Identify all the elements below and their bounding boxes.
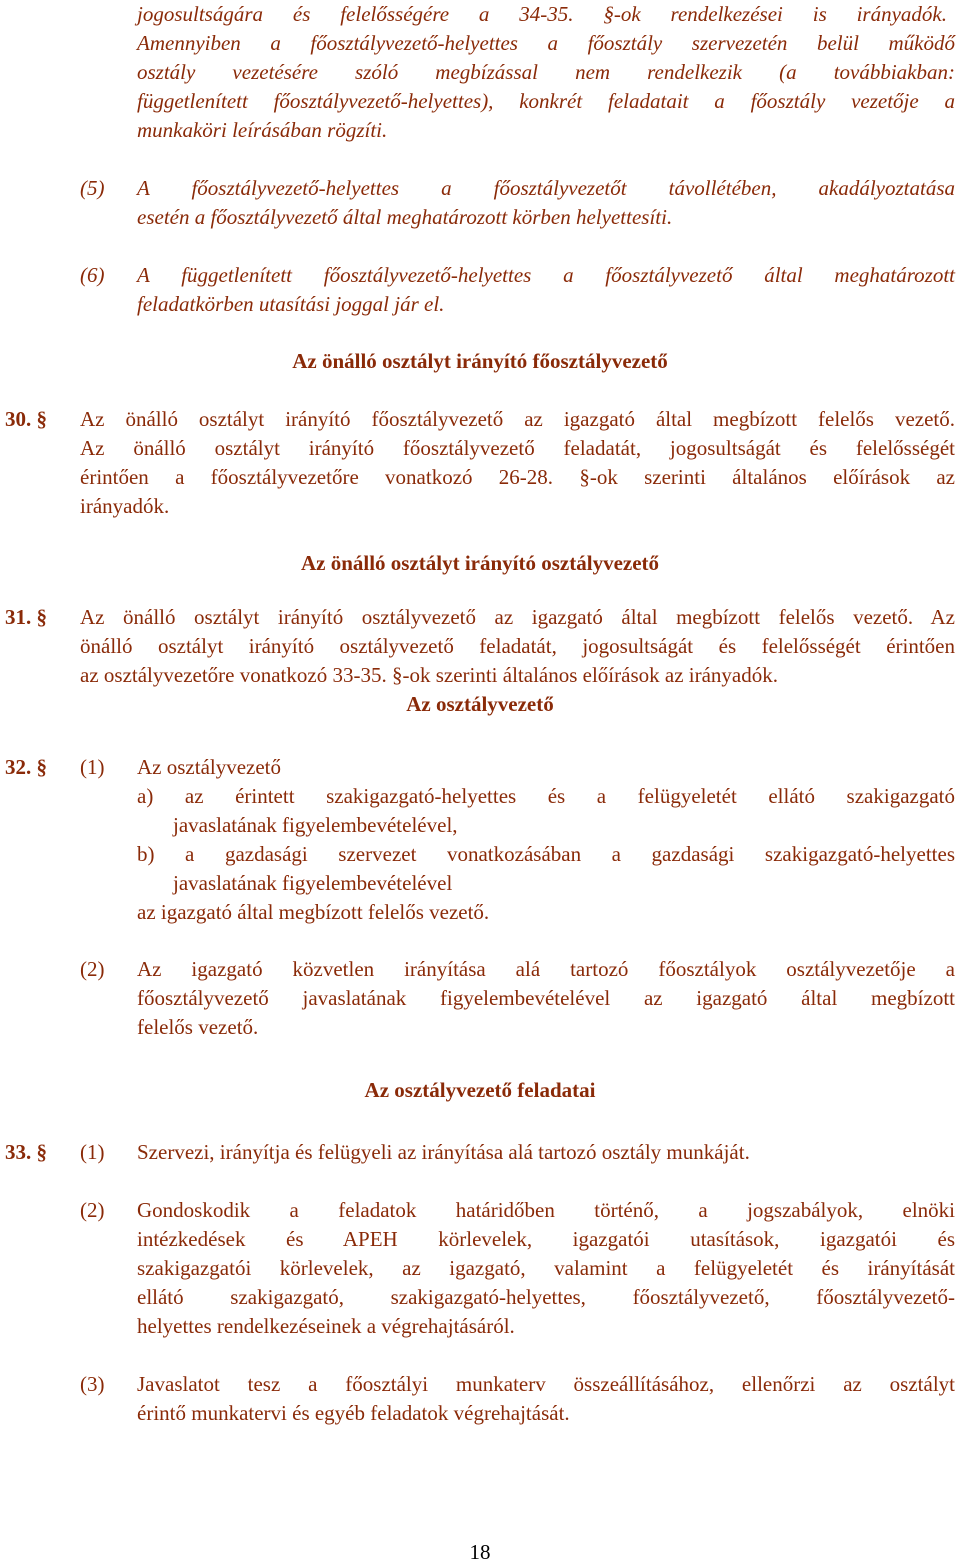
section-32-paragraph-2-line-1: Az igazgató közvetlen irányítása alá tartozó főosztályok osztályvezetője a bbox=[137, 957, 955, 981]
section-32-number: 32. § bbox=[5, 755, 47, 779]
section-31-line-1: Az önálló osztályt irányító osztályvezető az igazgató által megbízott felelős vezető. Az bbox=[80, 605, 955, 629]
section-32-item-a-line-1: a) az érintett szakigazgató-helyettes és a felügyeletét ellátó szakigazgató bbox=[137, 784, 955, 808]
paragraph-6-line-1: A függetlenített főosztályvezető-helyettes a főosztályvezető által meghatározott bbox=[137, 263, 955, 287]
section-30-line-2: Az önálló osztályt irányító főosztályvezető feladatát, jogosultságát és felelősségét bbox=[80, 436, 955, 460]
heading-independent-department-head: Az önálló osztályt irányító főosztályvezető bbox=[292, 349, 668, 373]
paragraph-5-label: (5) bbox=[80, 176, 105, 200]
section-33-paragraph-2-line-1: Gondoskodik a feladatok határidőben történő, a jogszabályok, elnöki bbox=[137, 1198, 955, 1222]
section-32-item-b-line-1: b) a gazdasági szervezet vonatkozásában a gazdasági szakigazgató-helyettes bbox=[137, 842, 955, 866]
section-31-line-2: önálló osztályt irányító osztályvezető feladatát, jogosultságát és felelősségét érintően bbox=[80, 634, 955, 658]
section-33-paragraph-2-line-2: intézkedések és APEH körlevelek, igazgatói utasítások, igazgatói és bbox=[137, 1227, 955, 1251]
section-32-paragraph-2-line-3: felelős vezető. bbox=[137, 1015, 259, 1039]
intro-line-5: munkaköri leírásában rögzíti. bbox=[137, 118, 388, 142]
section-33-paragraph-2-label: (2) bbox=[80, 1198, 105, 1222]
intro-line-1: jogosultságára és felelősségére a 34-35. §-ok rendelkezései is irányadók. bbox=[137, 2, 947, 26]
paragraph-6-label: (6) bbox=[80, 263, 105, 287]
section-32-paragraph-1-intro: Az osztályvezető bbox=[137, 755, 282, 779]
section-30-line-1: Az önálló osztályt irányító főosztályvezető az igazgató által megbízott felelős vezető. bbox=[80, 407, 955, 431]
paragraph-6-line-2: feladatkörben utasítási joggal jár el. bbox=[137, 292, 445, 316]
section-30-line-3: érintően a főosztályvezetőre vonatkozó 26-28. §-ok szerinti általános előírások az bbox=[80, 465, 955, 489]
section-32-paragraph-1-label: (1) bbox=[80, 755, 105, 779]
section-33-paragraph-2-line-3: szakigazgatói körlevelek, az igazgató, valamint a felügyeletét és irányítását bbox=[137, 1256, 955, 1280]
section-33-paragraph-1-label: (1) bbox=[80, 1140, 105, 1164]
section-33-paragraph-3-line-1: Javaslatot tesz a főosztályi munkaterv összeállításához, ellenőrzi az osztályt bbox=[137, 1372, 955, 1396]
section-32-paragraph-2-line-2: főosztályvezető javaslatának figyelembevételével az igazgató által megbízott bbox=[137, 986, 955, 1010]
heading-independent-section-head: Az önálló osztályt irányító osztályvezető bbox=[300, 551, 660, 575]
intro-line-4: függetlenített főosztályvezető-helyettes), konkrét feladatait a főosztály vezetője a bbox=[137, 89, 955, 113]
section-32-paragraph-2-label: (2) bbox=[80, 957, 105, 981]
intro-line-3: osztály vezetésére szóló megbízással nem rendelkezik (a továbbiakban: bbox=[137, 60, 955, 84]
paragraph-5-line-2: esetén a főosztályvezető által meghatározott körben helyettesíti. bbox=[137, 205, 673, 229]
section-33-number: 33. § bbox=[5, 1140, 47, 1164]
section-33-paragraph-2-line-5: helyettes rendelkezéseinek a végrehajtásáról. bbox=[137, 1314, 515, 1338]
page-number: 18 bbox=[469, 1540, 491, 1564]
section-33-paragraph-2-line-4: ellátó szakigazgató, szakigazgató-helyettes, főosztályvezető, főosztályvezető- bbox=[137, 1285, 955, 1309]
section-33-paragraph-1-line: Szervezi, irányítja és felügyeli az irányítása alá tartozó osztály munkáját. bbox=[137, 1140, 750, 1164]
paragraph-5-line-1: A főosztályvezető-helyettes a főosztályvezetőt távollétében, akadályoztatása bbox=[137, 176, 955, 200]
section-32-item-b-line-2: javaslatának figyelembevételével bbox=[173, 871, 453, 895]
section-32-paragraph-1-end: az igazgató által megbízott felelős vezető. bbox=[137, 900, 490, 924]
section-31-number: 31. § bbox=[5, 605, 47, 629]
heading-section-head-duties: Az osztályvezető feladatai bbox=[364, 1078, 596, 1102]
section-30-number: 30. § bbox=[5, 407, 47, 431]
section-32-item-a-line-2: javaslatának figyelembevételével, bbox=[173, 813, 458, 837]
intro-line-2: Amennyiben a főosztályvezető-helyettes a főosztály szervezetén belül működő bbox=[137, 31, 955, 55]
section-30-line-4: irányadók. bbox=[80, 494, 170, 518]
section-33-paragraph-3-line-2: érintő munkatervi és egyéb feladatok végrehajtását. bbox=[137, 1401, 570, 1425]
section-33-paragraph-3-label: (3) bbox=[80, 1372, 105, 1396]
heading-section-head: Az osztályvezető bbox=[406, 692, 554, 716]
section-31-line-3: az osztályvezetőre vonatkozó 33-35. §-ok szerinti általános előírások az irányadók. bbox=[80, 663, 778, 687]
